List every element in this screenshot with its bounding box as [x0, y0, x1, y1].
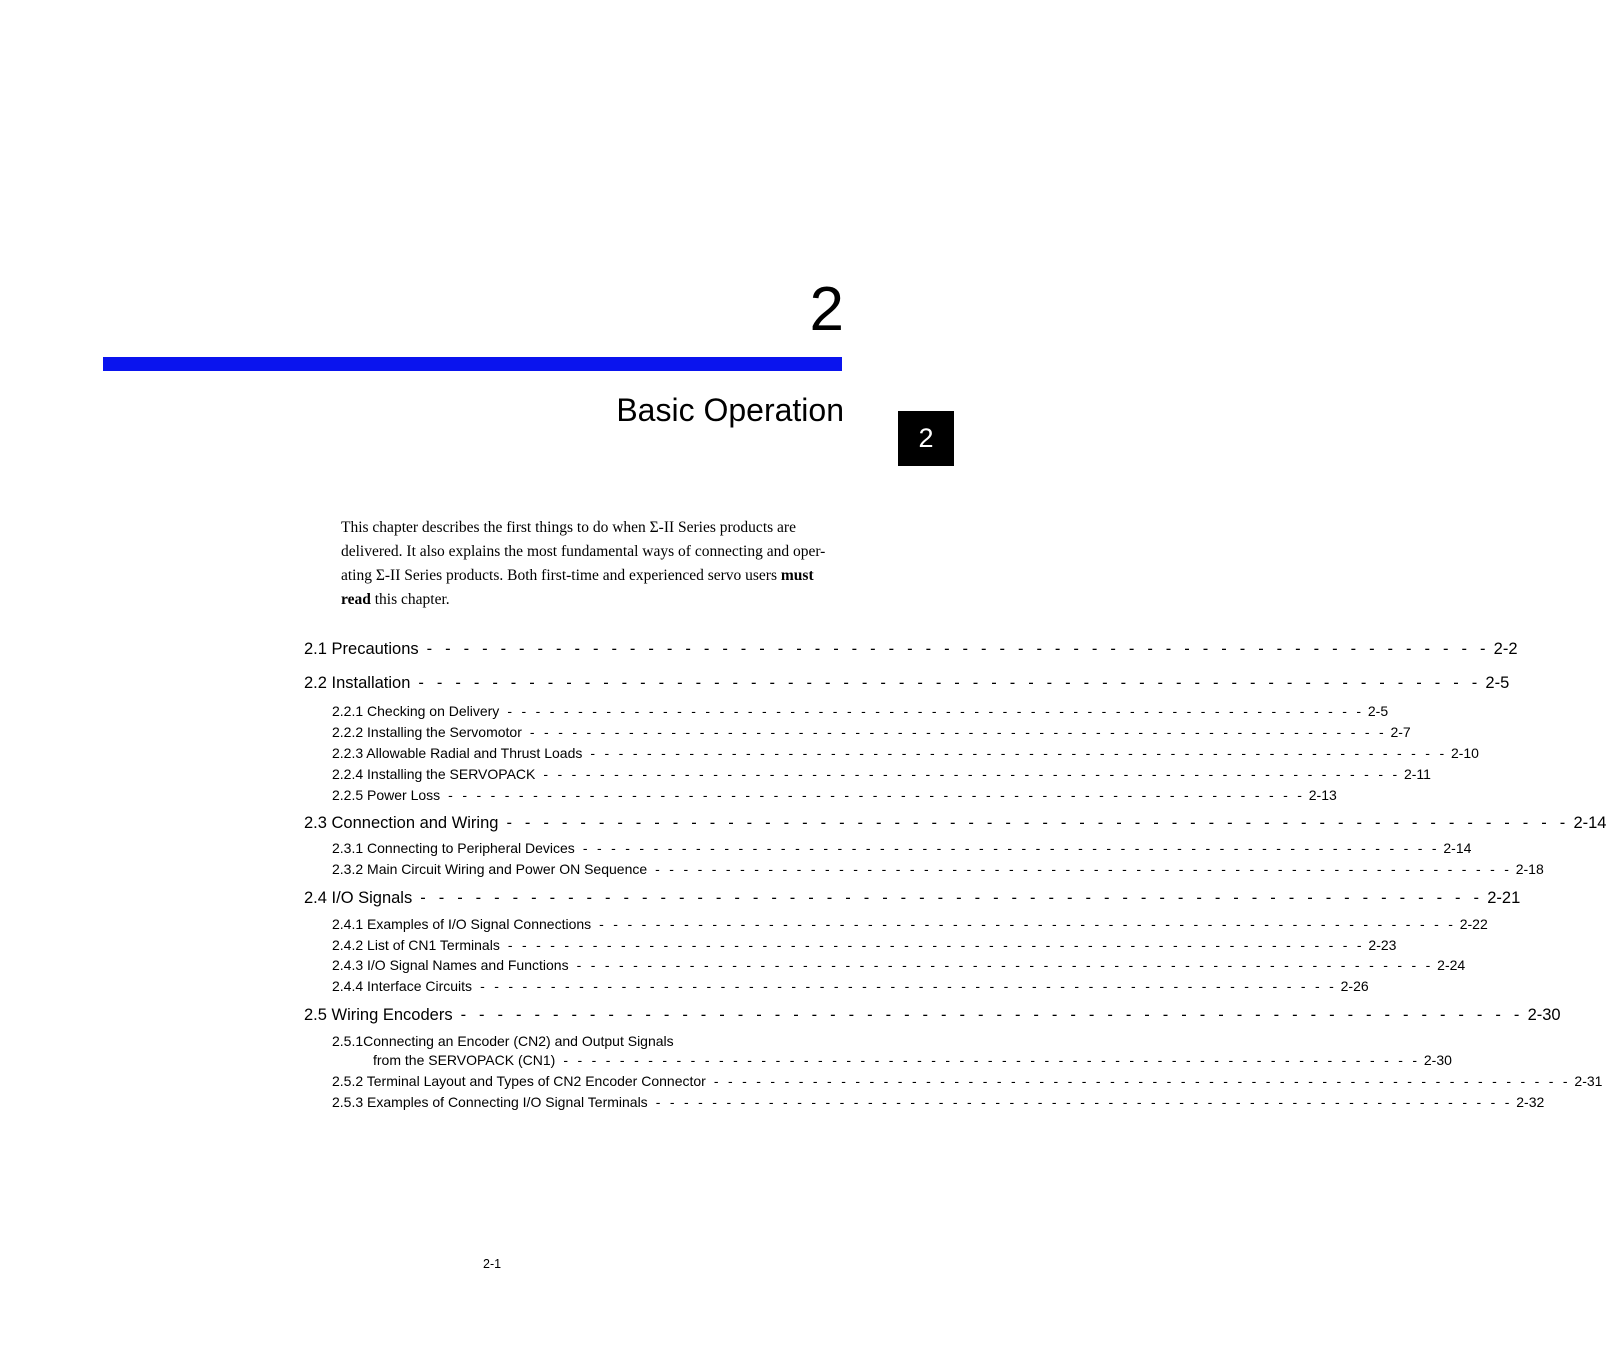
toc-entry-page: 2-18 — [1515, 861, 1544, 877]
toc-entry-2-4-3[interactable] — [332, 957, 1466, 973]
toc-leader: - - - - - - - - - - - - - - - - - - - - - - - - - - - - - - - - - - - - - - - - - - - - - - - - - - - - - - - - - - — [426, 640, 1490, 658]
toc-entry-2-5-1[interactable] — [332, 1052, 1452, 1068]
toc-entry-2-2[interactable] — [304, 674, 1510, 693]
intro-emphasis: read — [341, 591, 371, 608]
toc-leader: - - - - - - - - - - - - - - - - - - - - - - - - - - - - - - - - - - - - - - - - - - - - - - - - - - - - - - - - - - - - - — [713, 1073, 1571, 1089]
toc-entry-2-3-1[interactable] — [332, 840, 1472, 856]
toc-leader: - - - - - - - - - - - - - - - - - - - - - - - - - - - - - - - - - - - - - - - - - - - - - - - - - - - - - - - - - - - - - — [655, 1094, 1513, 1110]
toc-entry-page: 2-26 — [1340, 978, 1369, 994]
intro-line: This chapter describes the first things to do when Σ-II Series products are — [341, 519, 796, 536]
toc-entry-2-5-3[interactable] — [332, 1094, 1545, 1110]
toc-entry-page: 2-10 — [1450, 745, 1479, 761]
toc-entry-title: 2.2.3 Allowable Radial and Thrust Loads — [332, 745, 583, 761]
toc-entry-2-5-2[interactable] — [332, 1073, 1603, 1089]
toc-entry-title: 2.4.4 Interface Circuits — [332, 978, 473, 994]
intro-line: delivered. It also explains the most fundamental ways of connecting and oper- — [341, 543, 826, 560]
toc-entry-2-4-1[interactable] — [332, 916, 1488, 932]
toc-entry-2-3[interactable] — [304, 814, 1606, 833]
toc-entry-title: 2.2 Installation — [304, 674, 411, 692]
toc-entry-title: 2.4.1 Examples of I/O Signal Connections — [332, 916, 592, 932]
toc-leader: - - - - - - - - - - - - - - - - - - - - - - - - - - - - - - - - - - - - - - - - - - - - - - - - - - - - - - - - - - — [506, 814, 1570, 832]
toc-entry-2-4-4[interactable] — [332, 978, 1369, 994]
toc-entry-title: 2.4.3 I/O Signal Names and Functions — [332, 957, 569, 973]
toc-leader: - - - - - - - - - - - - - - - - - - - - - - - - - - - - - - - - - - - - - - - - - - - - - - - - - - - - - - - - - - — [418, 674, 1482, 692]
toc-entry-title: from the SERVOPACK (CN1) — [373, 1052, 556, 1068]
toc-entry-page: 2-23 — [1368, 937, 1397, 953]
toc-entry-title: 2.5 Wiring Encoders — [304, 1006, 453, 1024]
intro-line — [341, 588, 851, 612]
toc-leader: - - - - - - - - - - - - - - - - - - - - - - - - - - - - - - - - - - - - - - - - - - - - - - - - - - - - - - - - - - - - - — [529, 724, 1387, 740]
toc-leader: - - - - - - - - - - - - - - - - - - - - - - - - - - - - - - - - - - - - - - - - - - - - - - - - - - - - - - - - - - - - - — [507, 937, 1365, 953]
toc-entry-2-2-1[interactable] — [332, 703, 1389, 719]
toc-entry-page: 2-14 — [1573, 814, 1606, 832]
toc-entry-2-2-3[interactable] — [332, 745, 1479, 761]
chapter-number: 2 — [809, 275, 844, 344]
toc-leader: - - - - - - - - - - - - - - - - - - - - - - - - - - - - - - - - - - - - - - - - - - - - - - - - - - - - - - - - - - - - - — [576, 957, 1434, 973]
toc-entry-title: 2.3.2 Main Circuit Wiring and Power ON Sequence — [332, 861, 648, 877]
page-number: 2-1 — [483, 1257, 502, 1271]
toc-entry-page: 2-30 — [1527, 1006, 1561, 1024]
chapter-divider-bar — [103, 357, 842, 371]
toc-entry-2-5-1-title-line[interactable]: 2.5.1Connecting an Encoder (CN2) and Output Signals — [332, 1033, 674, 1049]
toc-entry-page: 2-24 — [1437, 957, 1466, 973]
toc-leader: - - - - - - - - - - - - - - - - - - - - - - - - - - - - - - - - - - - - - - - - - - - - - - - - - - - - - - - - - - — [460, 1006, 1524, 1024]
toc-entry-title: 2.3 Connection and Wiring — [304, 814, 499, 832]
toc-entry-title: 2.2.1 Checking on Delivery — [332, 703, 500, 719]
toc-leader: - - - - - - - - - - - - - - - - - - - - - - - - - - - - - - - - - - - - - - - - - - - - - - - - - - - - - - - - - - - - - — [599, 916, 1456, 932]
toc-entry-page: 2-31 — [1574, 1073, 1603, 1089]
toc-leader: - - - - - - - - - - - - - - - - - - - - - - - - - - - - - - - - - - - - - - - - - - - - - - - - - - - - - - - - - - - - - — [655, 861, 1512, 877]
toc-entry-page: 2-32 — [1516, 1094, 1545, 1110]
toc-leader: - - - - - - - - - - - - - - - - - - - - - - - - - - - - - - - - - - - - - - - - - - - - - - - - - - - - - - - - - - - - - — [480, 978, 1337, 994]
toc-entry-page: 2-5 — [1367, 703, 1389, 719]
chapter-title: Basic Operation — [616, 392, 844, 428]
toc-entry-page: 2-11 — [1403, 766, 1431, 782]
toc-entry-2-2-2[interactable] — [332, 724, 1411, 740]
toc-entry-title: 2.1 Precautions — [304, 640, 419, 658]
toc-entry-2-4-2[interactable] — [332, 937, 1397, 953]
toc-leader: - - - - - - - - - - - - - - - - - - - - - - - - - - - - - - - - - - - - - - - - - - - - - - - - - - - - - - - - - - - - - — [507, 703, 1364, 719]
toc-leader: - - - - - - - - - - - - - - - - - - - - - - - - - - - - - - - - - - - - - - - - - - - - - - - - - - - - - - - - - - — [420, 889, 1484, 907]
toc-entry-page: 2-7 — [1390, 724, 1411, 740]
toc-entry-title: 2.5.3 Examples of Connecting I/O Signal Terminals — [332, 1094, 648, 1110]
toc-entry-title: 2.3.1 Connecting to Peripheral Devices — [332, 840, 575, 856]
toc-entry-2-2-4[interactable] — [332, 766, 1431, 782]
intro-text: this chapter. — [370, 591, 450, 608]
toc-entry-page: 2-5 — [1485, 674, 1510, 692]
toc-entry-2-1[interactable] — [304, 640, 1518, 659]
toc-leader: - - - - - - - - - - - - - - - - - - - - - - - - - - - - - - - - - - - - - - - - - - - - - - - - - - - - - - - - - - - - - — [563, 1052, 1420, 1068]
chapter-side-tab: 2 — [898, 411, 954, 466]
toc-entry-title: 2.2.4 Installing the SERVOPACK — [332, 766, 536, 782]
toc-entry-page: 2-22 — [1459, 916, 1488, 932]
toc-entry-2-4[interactable] — [304, 889, 1521, 908]
toc-entry-page: 2-2 — [1493, 640, 1518, 658]
intro-emphasis: must — [780, 567, 814, 584]
toc-entry-2-5[interactable] — [304, 1006, 1561, 1025]
toc-entry-page: 2-13 — [1308, 787, 1337, 803]
chapter-intro-paragraph — [341, 516, 851, 612]
toc-entry-2-3-2[interactable] — [332, 861, 1544, 877]
toc-entry-page: 2-21 — [1487, 889, 1521, 907]
toc-leader: - - - - - - - - - - - - - - - - - - - - - - - - - - - - - - - - - - - - - - - - - - - - - - - - - - - - - - - - - - - - - — [582, 840, 1440, 856]
toc-entry-page: 2-30 — [1423, 1052, 1452, 1068]
toc-entry-title: 2.2.2 Installing the Servomotor — [332, 724, 522, 740]
toc-entry-title: 2.5.2 Terminal Layout and Types of CN2 Encoder Connector — [332, 1073, 706, 1089]
intro-line — [341, 564, 851, 588]
intro-text: ating Σ-II Series products. Both first-time and experienced servo users — [341, 567, 781, 584]
toc-entry-title: 2.4 I/O Signals — [304, 889, 413, 907]
toc-leader: - - - - - - - - - - - - - - - - - - - - - - - - - - - - - - - - - - - - - - - - - - - - - - - - - - - - - - - - - - - - - — [543, 766, 1400, 782]
toc-entry-title: 2.2.5 Power Loss — [332, 787, 441, 803]
toc-leader: - - - - - - - - - - - - - - - - - - - - - - - - - - - - - - - - - - - - - - - - - - - - - - - - - - - - - - - - - - - - - — [448, 787, 1305, 803]
toc-entry-title: 2.4.2 List of CN1 Terminals — [332, 937, 500, 953]
toc-entry-page: 2-14 — [1443, 840, 1472, 856]
toc-leader: - - - - - - - - - - - - - - - - - - - - - - - - - - - - - - - - - - - - - - - - - - - - - - - - - - - - - - - - - - - - - — [590, 745, 1447, 761]
toc-entry-2-2-5[interactable] — [332, 787, 1337, 803]
